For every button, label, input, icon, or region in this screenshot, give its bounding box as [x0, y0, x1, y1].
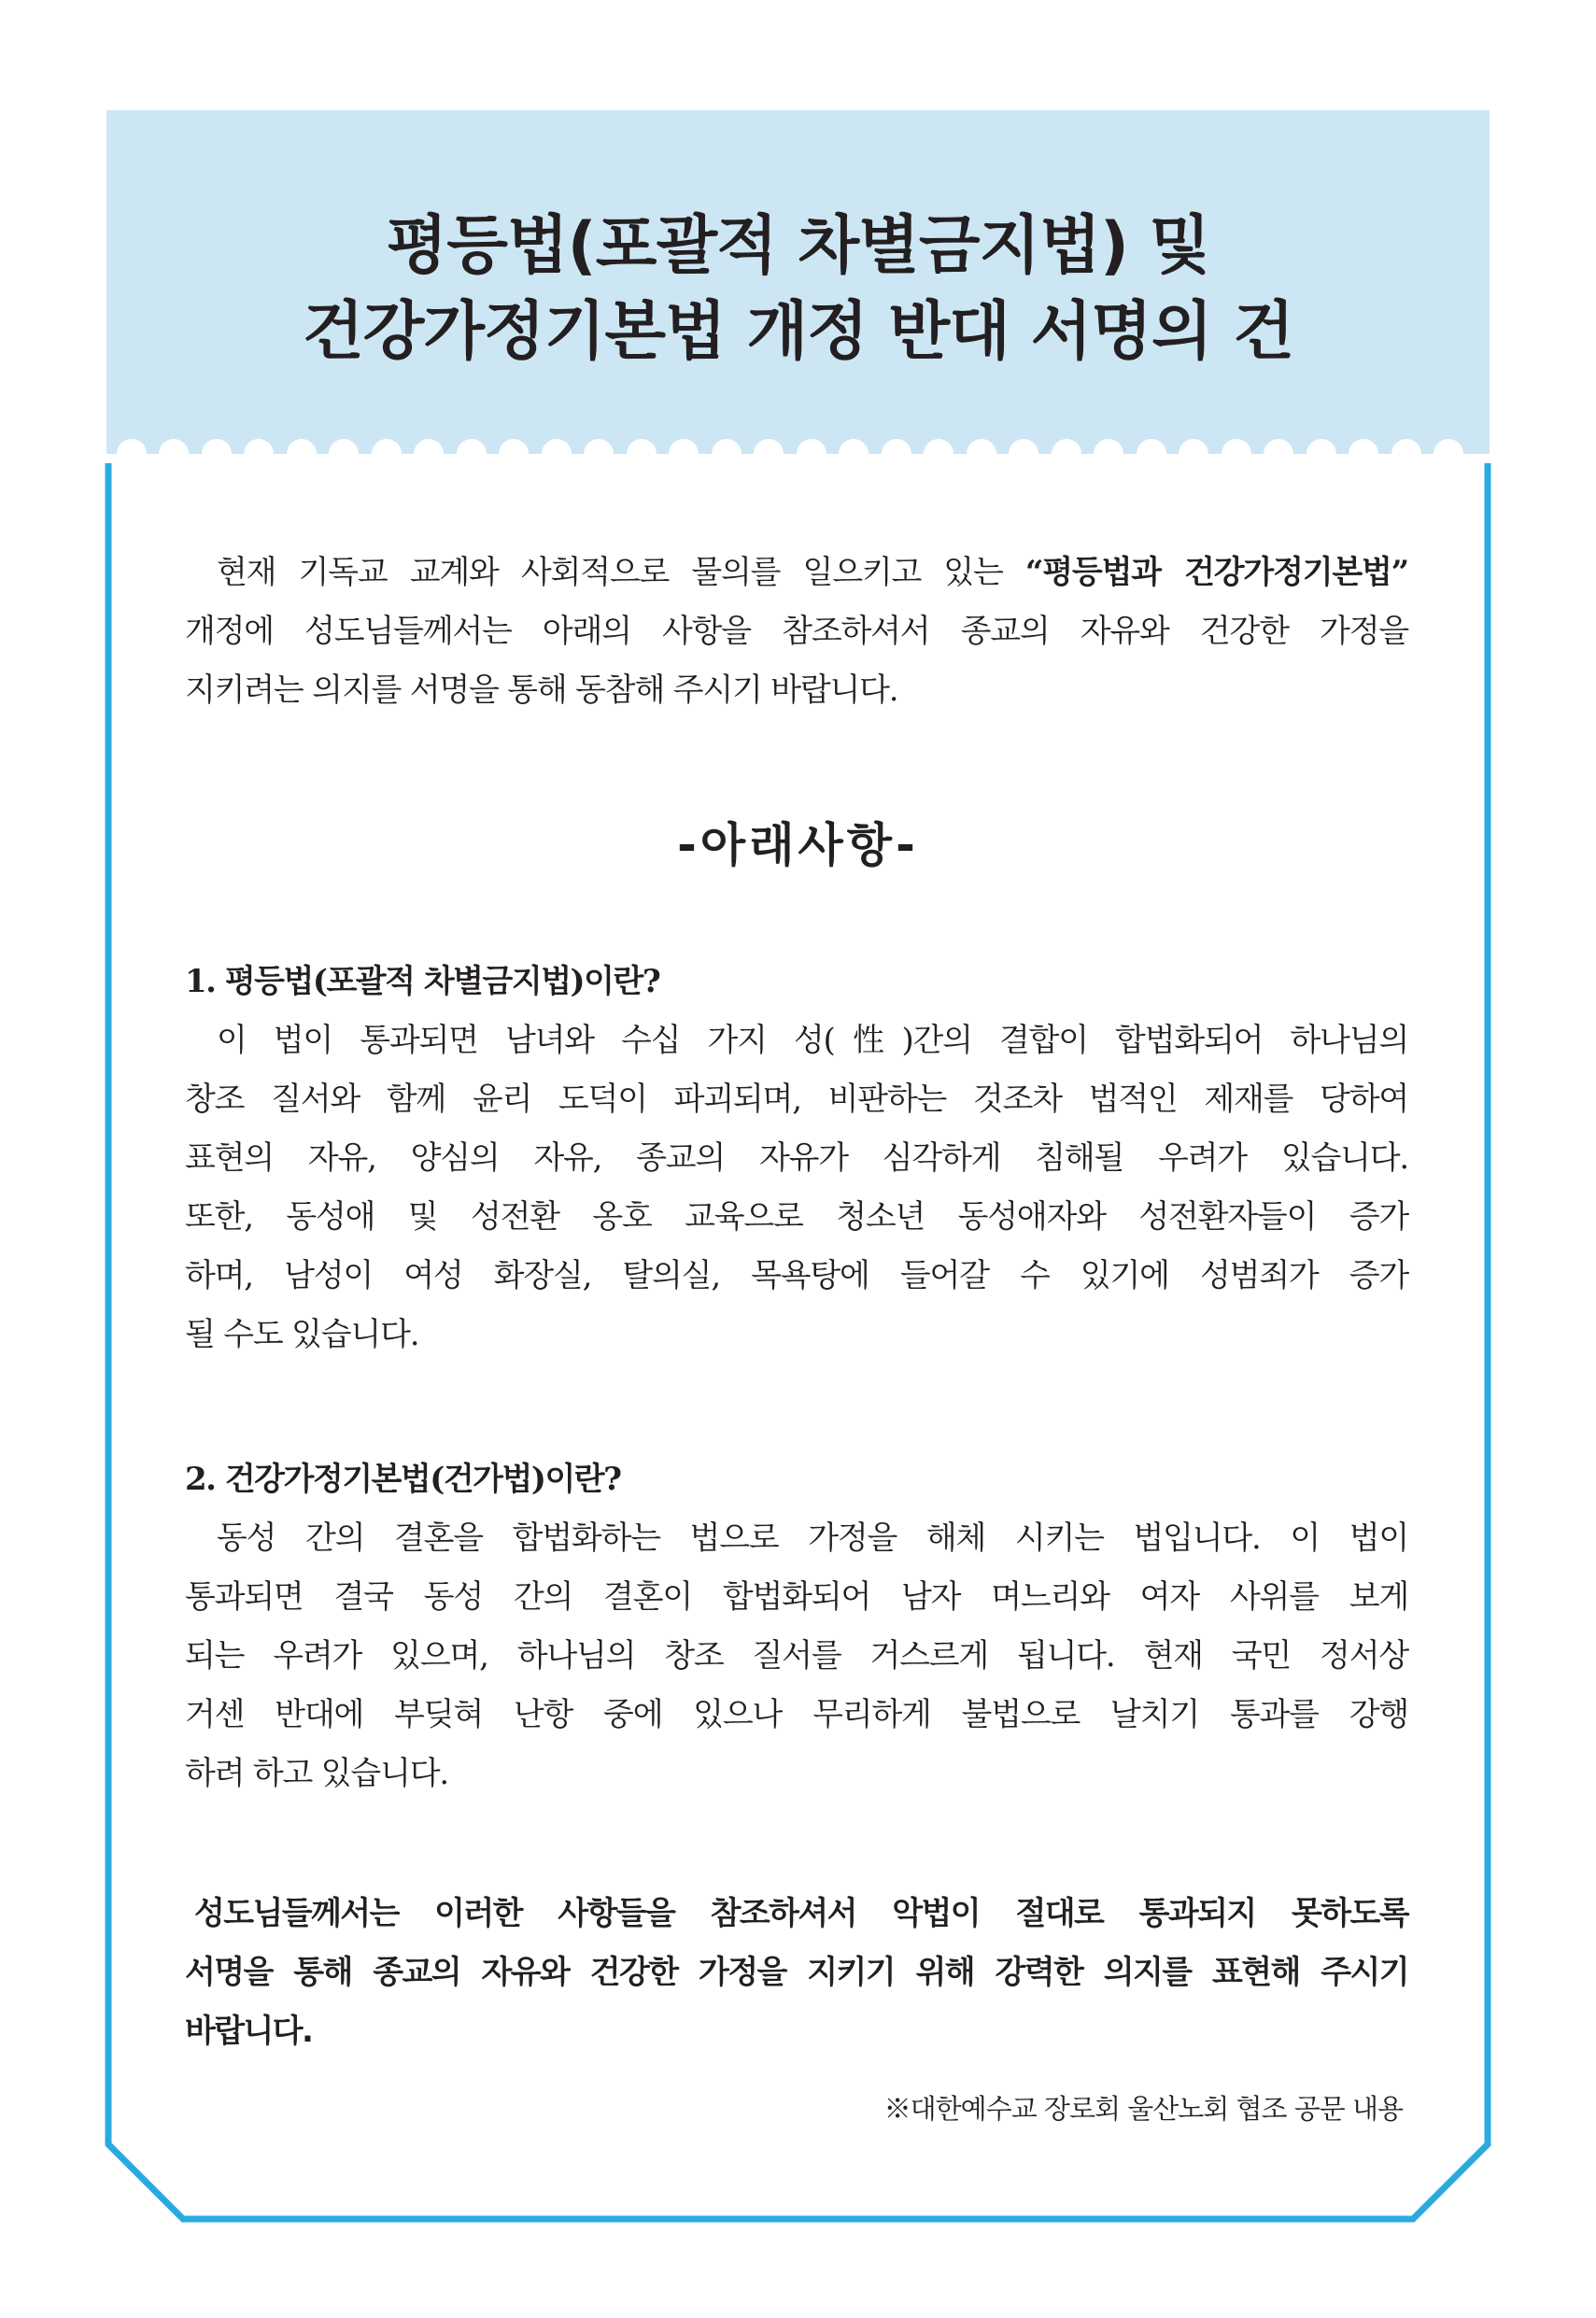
section-1-line: 또한, 동성애 및 성전환 옹호 교육으로 청소년 동성애자와 성전환자들이 증가: [185, 1198, 1408, 1236]
section-2-heading: 2. 건강가정기본법(건가법)이란?: [185, 1461, 621, 1498]
title-line-2: 건강가정기본법 개정 반대 서명의 건: [302, 295, 1294, 369]
section-2-line: 거센 반대에 부딪혀 난항 중에 있으나 무리하게 불법으로 날치기 통과를 강행: [185, 1696, 1408, 1733]
intro-line-3: 지키려는 의지를 서명을 통해 동참해 주시기 바랍니다.: [185, 671, 898, 709]
intro-prefix: 현재 기독교 교계와 사회적으로 물의를 일으키고 있는: [217, 554, 1025, 591]
intro-paragraph: [185, 544, 1408, 720]
section-1-line: 표현의 자유, 양심의 자유, 종교의 자유가 심각하게 침해될 우려가 있습니다.: [185, 1139, 1408, 1177]
intro-line-2: 개정에 성도님들께서는 아래의 사항을 참조하셔서 종교의 자유와 건강한 가정을: [185, 613, 1408, 650]
document-title: [106, 204, 1490, 375]
section-2: [185, 1450, 1408, 1803]
section-2-line: 동성 간의 결혼을 합법화하는 법으로 가정을 해체 시키는 법입니다. 이 법이: [217, 1519, 1408, 1557]
section-1-heading: 1. 평등법(포괄적 차별금지법)이란?: [185, 963, 660, 1000]
closing-line: 바랍니다.: [185, 2013, 313, 2050]
closing-paragraph: [185, 1885, 1408, 2061]
section-1-line: 창조 질서와 함께 윤리 도덕이 파괴되며, 비판하는 것조차 법적인 제재를 당하여: [185, 1081, 1408, 1118]
closing-line: 서명을 통해 종교의 자유와 건강한 가정을 지키기 위해 강력한 의지를 표현해 주시기: [185, 1954, 1408, 1991]
section-subheading: -아래사항-: [677, 818, 919, 872]
intro-highlight: “평등법과 건강가정기본법”: [1024, 554, 1408, 591]
section-2-line: 통과되면 결국 동성 간의 결혼이 합법화되어 남자 며느리와 여자 사위를 보게: [185, 1578, 1408, 1616]
section-1: [185, 953, 1408, 1364]
section-1-line: 하며, 남성이 여성 화장실, 탈의실, 목욕탕에 들어갈 수 있기에 성범죄가 증가: [185, 1257, 1408, 1294]
section-1-line: 될 수도 있습니다.: [185, 1316, 419, 1353]
closing-line: 성도님들께서는 이러한 사항들을 참조하셔서 악법이 절대로 통과되지 못하도록: [194, 1895, 1408, 1932]
section-1-line: 이 법이 통과되면 남녀와 수십 가지 성(性)간의 결합이 합법화되어 하나님의: [217, 1022, 1408, 1059]
section-2-line: 하려 하고 있습니다.: [185, 1755, 448, 1792]
section-2-line: 되는 우려가 있으며, 하나님의 창조 질서를 거스르게 됩니다. 현재 국민 정서상: [185, 1637, 1408, 1675]
source-note: ※대한예수교 장로회 울산노회 협조 공문 내용: [883, 2093, 1403, 2125]
title-line-1: 평등법(포괄적 차별금지법) 및: [386, 209, 1210, 283]
